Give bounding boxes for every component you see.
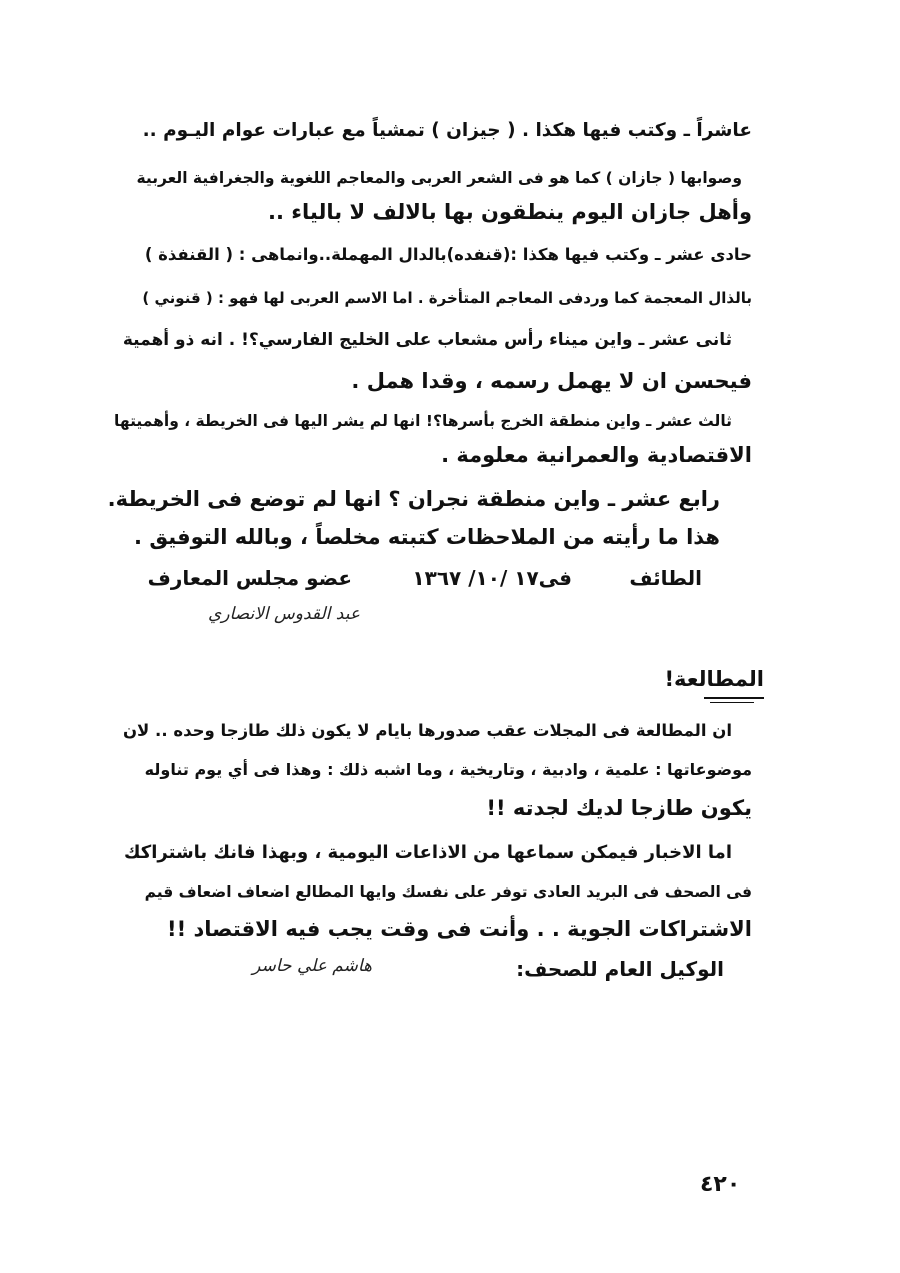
text-line: حادى عشر ـ وكتب فيها هكذا :(قنفده)بالدال المهملة..وانماهى : ( القنفذة ) bbox=[144, 245, 752, 264]
title-underline bbox=[710, 702, 754, 703]
text-line: اما الاخبار فيمكن سماعها من الاذاعات اليومية ، وبهذا فانك باشتراكك bbox=[124, 842, 732, 863]
text-line: وصوابها ( جازان ) كما هو فى الشعر العربى والمعاجم اللغوية والجغرافية العربية bbox=[136, 169, 742, 187]
text-line: يكون طازجا لديك لجدته !! bbox=[486, 796, 752, 820]
text-line: ان المطالعة فى المجلات عقب صدورها بايام لا يكون ذلك طازجا وحده .. لان bbox=[122, 721, 732, 740]
text-line: وأهل جازان اليوم ينطقون بها بالالف لا بالياء .. bbox=[268, 200, 752, 224]
signature-title: عضو مجلس المعارف bbox=[147, 566, 352, 590]
title-underline bbox=[704, 697, 764, 699]
text-line: رابع عشر ـ واين منطقة نجران ؟ انها لم توضع فى الخريطة. bbox=[107, 487, 720, 511]
signature-place: الطائف bbox=[629, 566, 702, 590]
text-line: بالذال المعجمة كما وردفى المعاجم المتأخرة . اما الاسم العربى لها فهو : ( قنوني ) bbox=[142, 289, 752, 307]
text-line: موضوعاتها : علمية ، وادبية ، وتاريخية ، وما اشبه ذلك : وهذا فى أي يوم تناوله bbox=[144, 760, 752, 779]
signature-date: فى١٧ /١٠/ ١٣٦٧ bbox=[412, 566, 572, 590]
signature-name: عبد القدوس الانصاري bbox=[208, 604, 360, 624]
page-number: ٤٢٠ bbox=[700, 1172, 741, 1197]
text-line: فيحسن ان لا يهمل رسمه ، وقدا همل . bbox=[351, 369, 752, 393]
text-line: الاشتراكات الجوية . . وأنت فى وقت يجب فيه الاقتصاد !! bbox=[167, 917, 752, 941]
text-line: ثالث عشر ـ واين منطقة الخرج بأسرها؟! انها لم يشر اليها فى الخريطة ، وأهميتها bbox=[114, 412, 732, 430]
section-title: المطالعة! bbox=[664, 667, 764, 691]
signature-title: الوكيل العام للصحف: bbox=[516, 957, 724, 981]
text-line: هذا ما رأيته من الملاحظات كتبته مخلصاً ، وبالله التوفيق . bbox=[134, 525, 720, 549]
text-line: فى الصحف فى البريد العادى توفر على نفسك وايها المطالع اضعاف اضعاف قيم bbox=[144, 883, 752, 901]
signature-name: هاشم علي حاسر bbox=[252, 956, 372, 976]
text-line: الاقتصادية والعمرانية معلومة . bbox=[441, 443, 752, 467]
text-line: عاشراً ـ وكتب فيها هكذا . ( جيزان ) تمشياً مع عبارات عوام اليـوم .. bbox=[142, 120, 752, 141]
text-line: ثانى عشر ـ واين ميناء رأس مشعاب على الخليج الفارسي؟! . انه ذو أهمية bbox=[122, 330, 732, 350]
